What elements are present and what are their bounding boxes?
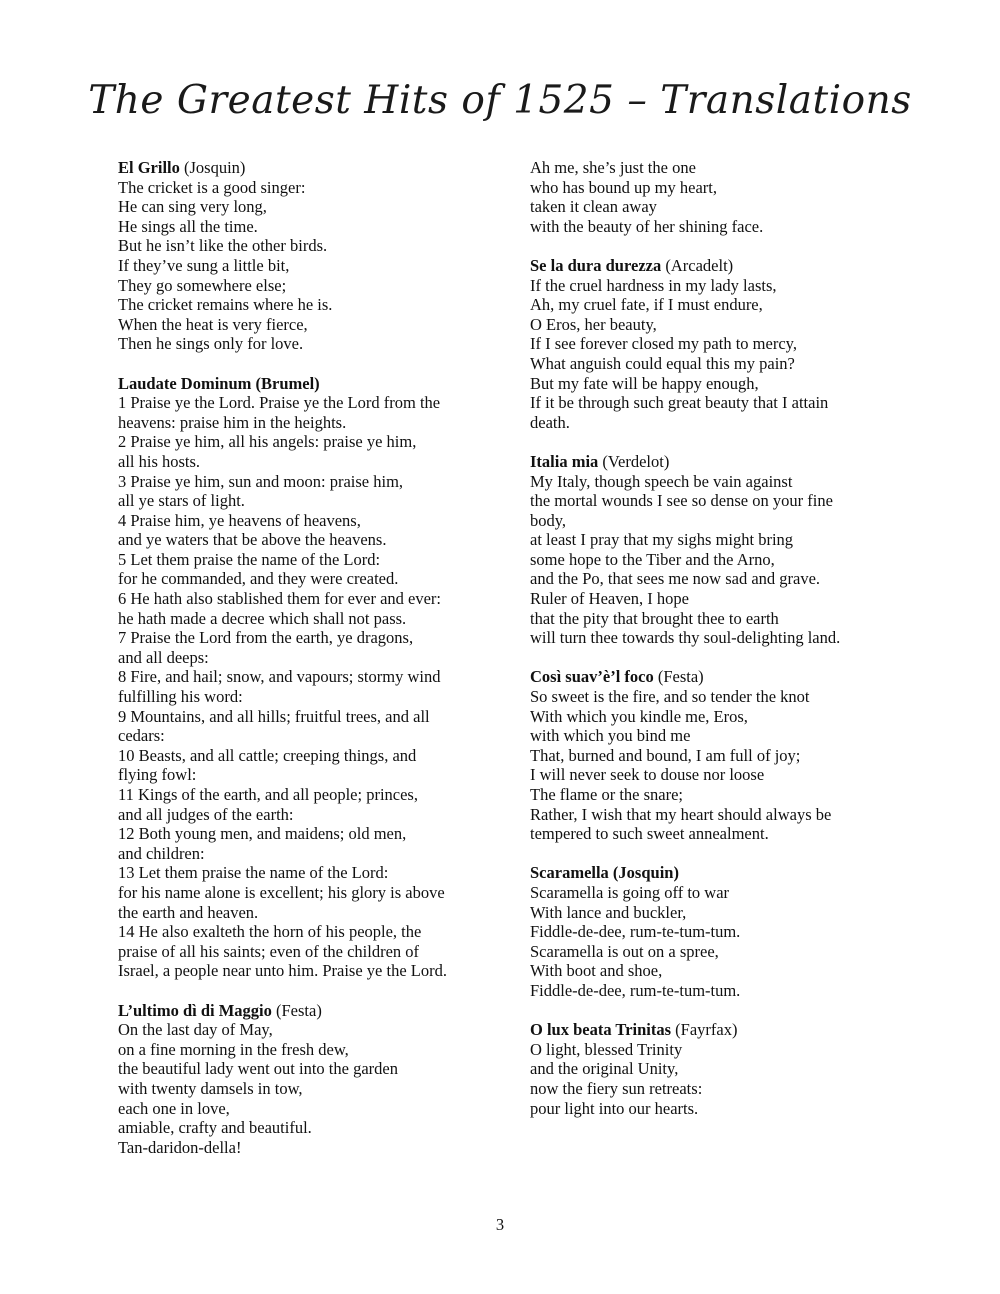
- song-heading: [118, 158, 480, 178]
- song-heading: [530, 1020, 875, 1040]
- song-line: The cricket remains where he is.: [118, 295, 333, 315]
- song-line: 2 Praise ye him, all his angels: praise ye him,: [118, 432, 417, 452]
- song-line: who has bound up my heart,: [530, 177, 717, 197]
- song-line: On the last day of May,: [118, 1020, 273, 1040]
- song-line: all his hosts.: [118, 451, 201, 471]
- song-line: Ah, my cruel fate, if I must endure,: [530, 295, 763, 315]
- song-line: O Eros, her beauty,: [530, 314, 657, 334]
- song-title: O lux beata Trinitas: [530, 1020, 672, 1040]
- song-line: The cricket is a good singer:: [118, 177, 306, 197]
- song-line: What anguish could equal this my pain?: [530, 353, 795, 373]
- song-composer: (Festa): [653, 667, 704, 687]
- song-line: With which you kindle me, Eros,: [530, 706, 748, 726]
- song-line: 6 He hath also stablished them for ever and ever:: [118, 589, 442, 609]
- page-number: 3: [495, 1215, 505, 1234]
- song-title: L’ultimo dì di Maggio: [118, 1000, 272, 1020]
- song-line: tempered to such sweet annealment.: [530, 824, 769, 844]
- song-line: Tan-daridon-della!: [118, 1137, 242, 1157]
- song-ultimo-di-maggio: [118, 1001, 480, 1158]
- song-line: and all deeps:: [118, 647, 209, 667]
- song-line: 10 Beasts, and all cattle; creeping things, and: [118, 745, 417, 765]
- song-composer: (Fayrfax): [671, 1020, 738, 1040]
- song-line: That, burned and bound, I am full of joy;: [530, 745, 801, 765]
- song-line: Israel, a people near unto him. Praise ye the Lord.: [118, 961, 447, 981]
- song-line: My Italy, though speech be vain against: [530, 471, 793, 491]
- song-line: and all judges of the earth:: [118, 804, 294, 824]
- song-line: When the heat is very fierce,: [118, 314, 308, 334]
- song-line: and the Po, that sees me now sad and grave.: [530, 569, 821, 589]
- song-title: Laudate Dominum (Brumel): [118, 373, 320, 393]
- song-line: he hath made a decree which shall not pass.: [118, 608, 407, 628]
- song-line: 13 Let them praise the name of the Lord:: [118, 863, 389, 883]
- song-o-lux-beata-trinitas: [530, 1020, 875, 1118]
- song-composer: (Festa): [271, 1000, 322, 1020]
- song-line: heavens: praise him in the heights.: [118, 412, 347, 432]
- song-line: will turn thee towards thy soul-delighting land.: [530, 628, 841, 648]
- song-line: If they’ve sung a little bit,: [118, 255, 290, 275]
- song-line: Ah me, she’s just the one: [530, 158, 696, 177]
- song-line: If I see forever closed my path to mercy,: [530, 334, 797, 354]
- song-heading: [530, 863, 875, 883]
- song-line: Rather, I wish that my heart should always be: [530, 804, 832, 824]
- song-line: cedars:: [118, 726, 165, 746]
- song-line: the mortal wounds I see so dense on your fine: [530, 491, 833, 511]
- song-line: death.: [530, 412, 570, 432]
- song-line: If it be through such great beauty that I attain: [530, 393, 829, 413]
- song-line: If the cruel hardness in my lady lasts,: [530, 275, 777, 295]
- song-composer: (Verdelot): [598, 451, 670, 471]
- song-lines: [530, 687, 875, 844]
- song-line: 3 Praise ye him, sun and moon: praise him,: [118, 471, 404, 491]
- song-title: Italia mia: [530, 451, 599, 471]
- song-line: 9 Mountains, and all hills; fruitful trees, and all: [118, 706, 430, 726]
- song-line: with which you bind me: [530, 726, 691, 746]
- song-line: 7 Praise the Lord from the earth, ye dragons,: [118, 628, 414, 648]
- song-line: 12 Both young men, and maidens; old men,: [118, 824, 407, 844]
- song-italia-mia: [530, 452, 875, 648]
- song-line: and ye waters that be above the heavens.: [118, 530, 387, 550]
- song-line: with twenty damsels in tow,: [118, 1078, 303, 1098]
- song-lines: [530, 1040, 875, 1118]
- song-heading: [530, 667, 875, 687]
- song-line: the earth and heaven.: [118, 902, 259, 922]
- song-scaramella: [530, 863, 875, 1000]
- song-line: Ruler of Heaven, I hope: [530, 589, 689, 609]
- song-el-grillo: [118, 158, 480, 354]
- song-title: Se la dura durezza: [530, 255, 662, 275]
- song-line: fulfilling his word:: [118, 687, 243, 707]
- song-line: body,: [530, 510, 567, 530]
- song-line: With lance and buckler,: [530, 902, 687, 922]
- song-line: But he isn’t like the other birds.: [118, 236, 328, 256]
- song-lines: [118, 1020, 480, 1157]
- song-line: He can sing very long,: [118, 197, 267, 217]
- song-title: Così suav’è’l foco: [530, 667, 654, 687]
- song-line: They go somewhere else;: [118, 275, 287, 295]
- song-line: each one in love,: [118, 1098, 230, 1118]
- song-composer: (Josquin): [179, 158, 246, 177]
- song-laudate-dominum: [118, 374, 480, 981]
- song-lines: [530, 472, 875, 648]
- song-line: praise of all his saints; even of the children of: [118, 941, 420, 961]
- song-heading: [118, 374, 480, 394]
- song-heading: [118, 1001, 480, 1021]
- song-line: on a fine morning in the fresh dew,: [118, 1039, 349, 1059]
- song-line: pour light into our hearts.: [530, 1098, 699, 1118]
- song-lines: [118, 393, 480, 981]
- song-heading: [530, 256, 875, 276]
- song-composer: (Arcadelt): [661, 255, 734, 275]
- song-line: 4 Praise him, ye heavens of heavens,: [118, 510, 361, 530]
- page-title: The Greatest Hits of 1525 – Translations: [88, 78, 912, 123]
- song-lines: [530, 158, 875, 236]
- right-column: [530, 158, 875, 1138]
- left-column: [118, 158, 480, 1177]
- song-line: some hope to the Tiber and the Arno,: [530, 549, 775, 569]
- song-lines: [530, 883, 875, 1001]
- song-line: Fiddle-de-dee, rum-te-tum-tum.: [530, 922, 741, 942]
- song-cosi-suave-l-foco: [530, 667, 875, 843]
- song-line: But my fate will be happy enough,: [530, 373, 759, 393]
- song-line: with the beauty of her shining face.: [530, 216, 764, 236]
- song-line: now the fiery sun retreats:: [530, 1078, 703, 1098]
- song-line: He sings all the time.: [118, 216, 258, 236]
- song-line: flying fowl:: [118, 765, 197, 785]
- song-lines: [118, 178, 480, 354]
- song-line: Then he sings only for love.: [118, 334, 304, 354]
- song-line: at least I pray that my sighs might bring: [530, 530, 794, 550]
- song-line: I will never seek to douse nor loose: [530, 765, 765, 785]
- song-line: taken it clean away: [530, 197, 657, 217]
- song-line: Fiddle-de-dee, rum-te-tum-tum.: [530, 980, 741, 1000]
- song-title: El Grillo: [118, 158, 180, 177]
- song-line: 1 Praise ye the Lord. Praise ye the Lord from the: [118, 393, 441, 413]
- song-line: With boot and shoe,: [530, 961, 663, 981]
- song-line: 5 Let them praise the name of the Lord:: [118, 549, 381, 569]
- song-line: 8 Fire, and hail; snow, and vapours; stormy wind: [118, 667, 441, 687]
- song-line: The flame or the snare;: [530, 785, 684, 804]
- song-line: amiable, crafty and beautiful.: [118, 1118, 312, 1138]
- song-ultimo-continued: [530, 158, 875, 236]
- song-se-la-dura-durezza: [530, 256, 875, 432]
- song-line: O light, blessed Trinity: [530, 1039, 683, 1059]
- song-line: Scaramella is out on a spree,: [530, 941, 719, 961]
- song-line: So sweet is the fire, and so tender the knot: [530, 687, 810, 707]
- song-line: for his name alone is excellent; his glory is above: [118, 882, 445, 902]
- song-line: all ye stars of light.: [118, 491, 245, 511]
- song-line: 14 He also exalteth the horn of his people, the: [118, 922, 422, 942]
- song-lines: [530, 276, 875, 433]
- song-line: the beautiful lady went out into the garden: [118, 1059, 398, 1079]
- song-title: Scaramella (Josquin): [530, 863, 679, 883]
- song-line: and children:: [118, 843, 205, 863]
- song-line: 11 Kings of the earth, and all people; princes,: [118, 785, 418, 804]
- song-line: Scaramella is going off to war: [530, 882, 730, 902]
- song-line: and the original Unity,: [530, 1059, 679, 1079]
- song-heading: [530, 452, 875, 472]
- song-line: that the pity that brought thee to earth: [530, 608, 779, 628]
- song-line: for he commanded, and they were created.: [118, 569, 399, 589]
